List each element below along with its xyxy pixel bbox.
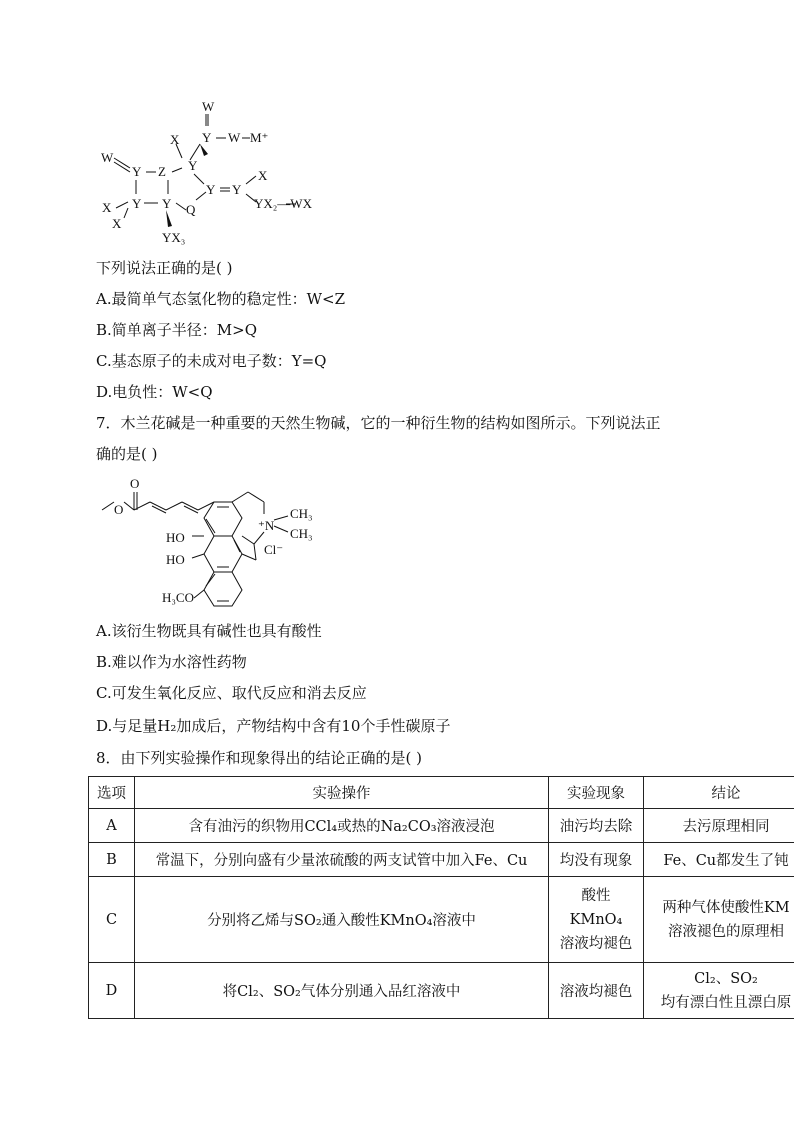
table-header-row — [89, 777, 794, 809]
svg-text:YX₂—WX: YX₂—WX — [254, 196, 312, 211]
svg-text:X: X — [258, 168, 268, 183]
svg-text:YX₃: YX₃ — [162, 230, 186, 245]
row-c-conclusion — [644, 877, 794, 963]
header-operation: 实验操作 — [135, 777, 549, 809]
q8-stem: 8．由下列实验操作和现象得出的结论正确的是( ) — [96, 749, 423, 767]
row-d-conclusion-line: 均有漂白性且漂白原 — [660, 994, 792, 1011]
row-c-phenomenon — [549, 877, 644, 963]
svg-text:O: O — [130, 476, 140, 491]
svg-text:Y: Y — [202, 130, 212, 145]
svg-text:Q: Q — [186, 202, 196, 217]
q8-experiment-table — [88, 776, 794, 1019]
q6-structure-diagram — [96, 96, 336, 250]
q7-structure-diagram — [96, 474, 346, 608]
svg-text:H₃CO: H₃CO — [162, 590, 194, 605]
svg-text:X: X — [170, 132, 180, 147]
row-c-conclusion-line: 溶液褪色的原理相 — [668, 923, 784, 940]
table-row — [89, 877, 794, 963]
row-b-option: B — [89, 843, 135, 877]
svg-text:CH₃: CH₃ — [290, 506, 313, 521]
svg-text:X: X — [102, 200, 112, 215]
table-row — [89, 963, 794, 1019]
svg-text:W: W — [202, 99, 215, 114]
table-row — [89, 843, 794, 877]
q7-stem-line2: 确的是( ) — [96, 445, 158, 463]
row-b-conclusion: Fe、Cu都发生了钝 — [644, 843, 794, 877]
header-conclusion: 结论 — [644, 777, 794, 809]
svg-text:W: W — [101, 150, 114, 165]
svg-text:Cl⁻: Cl⁻ — [264, 542, 284, 557]
row-a-option: A — [89, 809, 135, 843]
svg-text:Y: Y — [162, 196, 172, 211]
row-c-phenomenon-line: 溶液均褪色 — [559, 935, 633, 952]
svg-text:W: W — [228, 130, 241, 145]
q6-option-d: D.电负性：W<Q — [96, 383, 213, 401]
row-d-operation: 将Cl₂、SO₂气体分别通入品红溶液中 — [135, 963, 549, 1019]
svg-text:Y: Y — [232, 182, 242, 197]
row-c-phenomenon-line: KMnO₄ — [569, 911, 623, 928]
row-d-phenomenon: 溶液均褪色 — [549, 963, 644, 1019]
q7-option-a: A.该衍生物既具有碱性也具有酸性 — [96, 622, 322, 640]
svg-text:M⁺: M⁺ — [250, 130, 269, 145]
svg-text:CH₃: CH₃ — [290, 526, 313, 541]
q6-stem: 下列说法正确的是( ) — [96, 259, 233, 277]
row-d-option: D — [89, 963, 135, 1019]
row-b-operation: 常温下，分别向盛有少量浓硫酸的两支试管中加入Fe、Cu — [135, 843, 549, 877]
header-option: 选项 — [89, 777, 135, 809]
row-b-phenomenon: 均没有现象 — [549, 843, 644, 877]
row-d-conclusion — [644, 963, 794, 1019]
row-c-option: C — [89, 877, 135, 963]
q7-option-b: B.难以作为水溶性药物 — [96, 653, 247, 671]
row-a-conclusion: 去污原理相同 — [644, 809, 794, 843]
svg-text:Y: Y — [206, 182, 216, 197]
table-row — [89, 809, 794, 843]
svg-text:X: X — [112, 216, 122, 231]
svg-text:Y: Y — [188, 158, 198, 173]
q7-option-c: C.可发生氧化反应、取代反应和消去反应 — [96, 684, 367, 702]
svg-text:Z: Z — [158, 164, 166, 179]
q6-option-c: C.基态原子的未成对电子数：Y=Q — [96, 352, 327, 370]
row-d-conclusion-line: Cl₂、SO₂ — [694, 970, 758, 987]
svg-text:O: O — [114, 502, 124, 517]
q6-option-b: B.简单离子半径：M>Q — [96, 321, 258, 339]
row-c-conclusion-line: 两种气体使酸性KM — [662, 899, 790, 916]
q7-option-d: D.与足量H₂加成后，产物结构中含有10个手性碳原子 — [96, 717, 451, 735]
q7-stem-line1: 7．木兰花碱是一种重要的天然生物碱，它的一种衍生物的结构如图所示。下列说法正 — [96, 414, 661, 432]
svg-text:HO: HO — [166, 552, 185, 567]
row-c-phenomenon-line: 酸性 — [581, 887, 611, 904]
row-c-operation: 分别将乙烯与SO₂通入酸性KMnO₄溶液中 — [135, 877, 549, 963]
row-a-phenomenon: 油污均去除 — [549, 809, 644, 843]
svg-text:Y: Y — [132, 196, 142, 211]
row-a-operation: 含有油污的织物用CCl₄或热的Na₂CO₃溶液浸泡 — [135, 809, 549, 843]
svg-text:⁺N: ⁺N — [258, 518, 275, 533]
header-phenomenon: 实验现象 — [549, 777, 644, 809]
svg-text:Y: Y — [132, 164, 142, 179]
svg-text:HO: HO — [166, 530, 185, 545]
q6-option-a: A.最简单气态氢化物的稳定性：W<Z — [96, 290, 346, 308]
